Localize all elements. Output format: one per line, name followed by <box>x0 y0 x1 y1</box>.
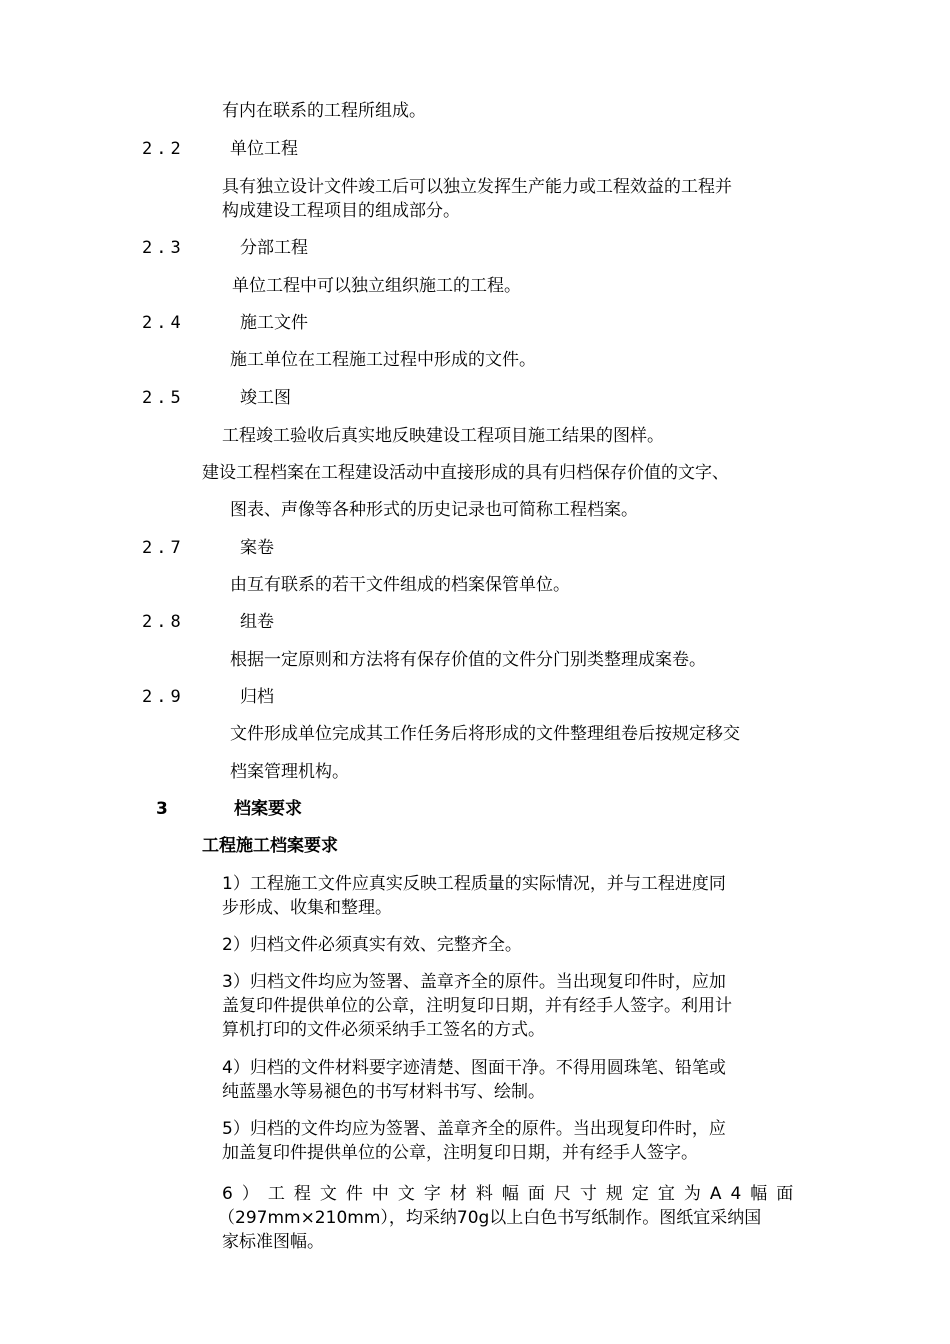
item-line: 加盖复印件提供单位的公章，注明复印日期，并有经手人签字。 <box>222 1143 698 1163</box>
section-body-line: 建设工程档案在工程建设活动中直接形成的具有归档保存价值的文字、 <box>202 463 729 483</box>
section-body-line: 文件形成单位完成其工作任务后将形成的文件整理组卷后按规定移交 <box>230 724 740 744</box>
item-line: 盖复印件提供单位的公章，注明复印日期，并有经手人签字。利用计 <box>222 996 732 1016</box>
section-title: 竣工图 <box>240 388 291 408</box>
section-body-line: 档案管理机构。 <box>230 762 349 782</box>
section-number: 2.2 <box>142 139 185 159</box>
item-line: 2）归档文件必须真实有效、完整齐全。 <box>222 935 522 955</box>
section-number: 2.4 <box>142 313 185 333</box>
item-line: 5）归档的文件均应为签署、盖章齐全的原件。当出现复印件时，应 <box>222 1119 726 1139</box>
section-body-line: 构成建设工程项目的组成部分。 <box>222 201 460 221</box>
section-body-line: 图表、声像等各种形式的历史记录也可简称工程档案。 <box>230 500 638 520</box>
continuation-line: 有内在联系的工程所组成。 <box>222 101 426 121</box>
section-title: 案卷 <box>240 538 274 558</box>
item-line: 6）工程文件中文字材料幅面尺寸规定宜为A4幅面 <box>222 1184 803 1204</box>
section-title: 组卷 <box>240 612 274 632</box>
section-number: 2.5 <box>142 388 185 408</box>
item-line: 家标准图幅。 <box>222 1232 324 1252</box>
item-line: 1）工程施工文件应真实反映工程质量的实际情况，并与工程进度同 <box>222 874 726 894</box>
section-number: 2.9 <box>142 687 185 707</box>
item-line: （297mm×210mm），均采纳70g以上白色书写纸制作。图纸宜采纳国 <box>218 1208 762 1228</box>
section-title: 施工文件 <box>240 313 308 333</box>
chapter-number: 3 <box>156 799 168 819</box>
item-line: 3）归档文件均应为签署、盖章齐全的原件。当出现复印件时，应加 <box>222 972 726 992</box>
item-line: 算机打印的文件必须采纳手工签名的方式。 <box>222 1020 545 1040</box>
section-body-line: 具有独立设计文件竣工后可以独立发挥生产能力或工程效益的工程并 <box>222 177 732 197</box>
section-number: 2.3 <box>142 238 185 258</box>
chapter-title: 档案要求 <box>234 799 302 819</box>
section-body-line: 工程竣工验收后真实地反映建设工程项目施工结果的图样。 <box>222 426 664 446</box>
section-body-line: 施工单位在工程施工过程中形成的文件。 <box>230 350 536 370</box>
section-title: 单位工程 <box>230 139 298 159</box>
section-body-line: 由互有联系的若干文件组成的档案保管单位。 <box>230 575 570 595</box>
section-number: 2.8 <box>142 612 185 632</box>
section-body-line: 根据一定原则和方法将有保存价值的文件分门别类整理成案卷。 <box>230 650 706 670</box>
subheading: 工程施工档案要求 <box>202 836 338 856</box>
item-line: 纯蓝墨水等易褪色的书写材料书写、绘制。 <box>222 1082 545 1102</box>
section-title: 归档 <box>240 687 274 707</box>
item-line: 步形成、收集和整理。 <box>222 898 392 918</box>
section-number: 2.7 <box>142 538 185 558</box>
section-title: 分部工程 <box>240 238 308 258</box>
section-body-line: 单位工程中可以独立组织施工的工程。 <box>232 276 521 296</box>
item-line: 4）归档的文件材料要字迹清楚、图面干净。不得用圆珠笔、铅笔或 <box>222 1058 726 1078</box>
